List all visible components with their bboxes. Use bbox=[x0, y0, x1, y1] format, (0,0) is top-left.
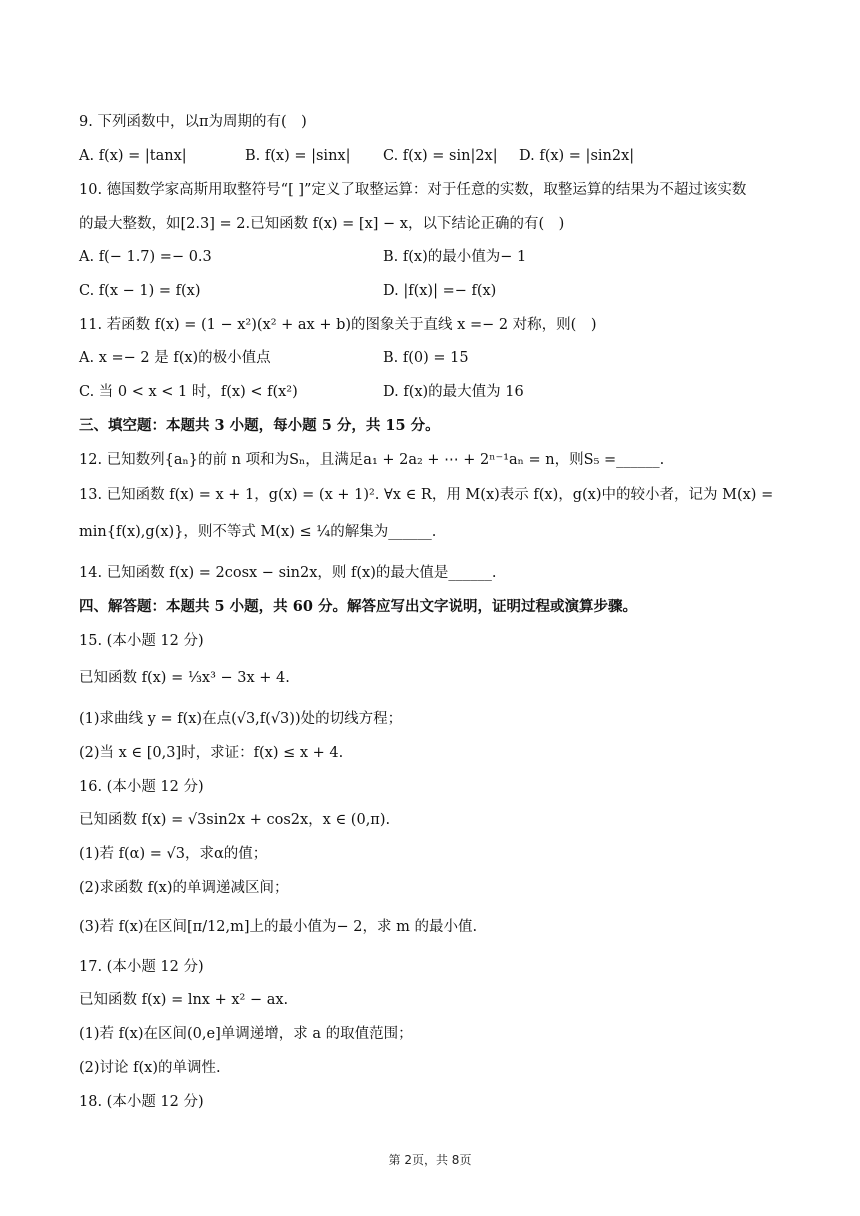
q15-given: 已知函数 f(x) = ⅓x³ − 3x + 4. bbox=[79, 670, 290, 686]
section3-heading: 三、填空题：本题共 3 小题，每小题 5 分，共 15 分。 bbox=[79, 417, 440, 434]
q9-option-b: B. f(x) = |sinx| bbox=[245, 148, 351, 164]
q17-given: 已知函数 f(x) = lnx + x² − ax. bbox=[79, 992, 289, 1008]
q9-option-d: D. f(x) = |sin2x| bbox=[519, 148, 635, 164]
q10-option-a: A. f(− 1.7) =− 0.3 bbox=[79, 249, 212, 265]
q9-option-c: C. f(x) = sin|2x| bbox=[383, 148, 498, 164]
q9-option-a: A. f(x) = |tanx| bbox=[79, 148, 187, 164]
q11-option-b: B. f(0) = 15 bbox=[383, 350, 469, 366]
q11-option-c: C. 当 0 < x < 1 时，f(x) < f(x²) bbox=[79, 384, 298, 400]
q9-stem: 9. 下列函数中，以π为周期的有( ) bbox=[79, 114, 307, 130]
q12-stem: 12. 已知数列{aₙ}的前 n 项和为Sₙ，且满足a₁ + 2a₂ + ⋯ + 2ⁿ⁻¹aₙ = n，则S₅ =______. bbox=[79, 452, 665, 468]
q13-stem-line2: min{f(x),g(x)}，则不等式 M(x) ≤ ¼的解集为______. bbox=[79, 524, 437, 540]
q10-option-b: B. f(x)的最小值为− 1 bbox=[383, 249, 527, 265]
q10-stem-line1: 10. 德国数学家高斯用取整符号“[ ]”定义了取整运算：对于任意的实数，取整运算的结果为不超过该实数 bbox=[79, 182, 747, 198]
q10-option-d: D. |f(x)| =− f(x) bbox=[383, 283, 497, 299]
q10-option-c: C. f(x − 1) = f(x) bbox=[79, 283, 201, 299]
q11-stem: 11. 若函数 f(x) = (1 − x²)(x² + ax + b)的图象关于直线 x =− 2 对称，则( ) bbox=[79, 317, 597, 333]
q17-part1: (1)若 f(x)在区间(0,e]单调递增，求 a 的取值范围； bbox=[79, 1026, 413, 1042]
q16-title: 16. (本小题 12 分) bbox=[79, 779, 204, 795]
q15-title: 15. (本小题 12 分) bbox=[79, 633, 204, 649]
q15-part1: (1)求曲线 y = f(x)在点(√3,f(√3))处的切线方程； bbox=[79, 711, 403, 727]
q10-stem-line2: 的最大整数，如[2.3] = 2.已知函数 f(x) = [x] − x，以下结论正确的有( ) bbox=[79, 216, 565, 232]
q13-stem-line1: 13. 已知函数 f(x) = x + 1，g(x) = (x + 1)². ∀x ∈ R，用 M(x)表示 f(x)，g(x)中的较小者，记为 M(x) = bbox=[79, 487, 774, 503]
q17-title: 17. (本小题 12 分) bbox=[79, 959, 204, 975]
q16-part1: (1)若 f(α) = √3，求α的值； bbox=[79, 846, 268, 862]
q16-given: 已知函数 f(x) = √3sin2x + cos2x，x ∈ (0,π). bbox=[79, 812, 391, 828]
q17-part2: (2)讨论 f(x)的单调性. bbox=[79, 1060, 221, 1076]
q16-part3: (3)若 f(x)在区间[π/12,m]上的最小值为− 2，求 m 的最小值. bbox=[79, 919, 478, 935]
section4-heading: 四、解答题：本题共 5 小题，共 60 分。解答应写出文字说明，证明过程或演算步骤。 bbox=[79, 598, 637, 615]
q11-option-d: D. f(x)的最大值为 16 bbox=[383, 384, 524, 400]
page-footer: 第 2页，共 8页 bbox=[388, 1153, 472, 1167]
q11-option-a: A. x =− 2 是 f(x)的极小值点 bbox=[79, 350, 271, 366]
q16-part2: (2)求函数 f(x)的单调递减区间； bbox=[79, 880, 289, 896]
q18-title: 18. (本小题 12 分) bbox=[79, 1094, 204, 1110]
q14-stem: 14. 已知函数 f(x) = 2cosx − sin2x，则 f(x)的最大值是______. bbox=[79, 565, 497, 581]
q15-part2: (2)当 x ∈ [0,3]时，求证：f(x) ≤ x + 4. bbox=[79, 745, 344, 761]
